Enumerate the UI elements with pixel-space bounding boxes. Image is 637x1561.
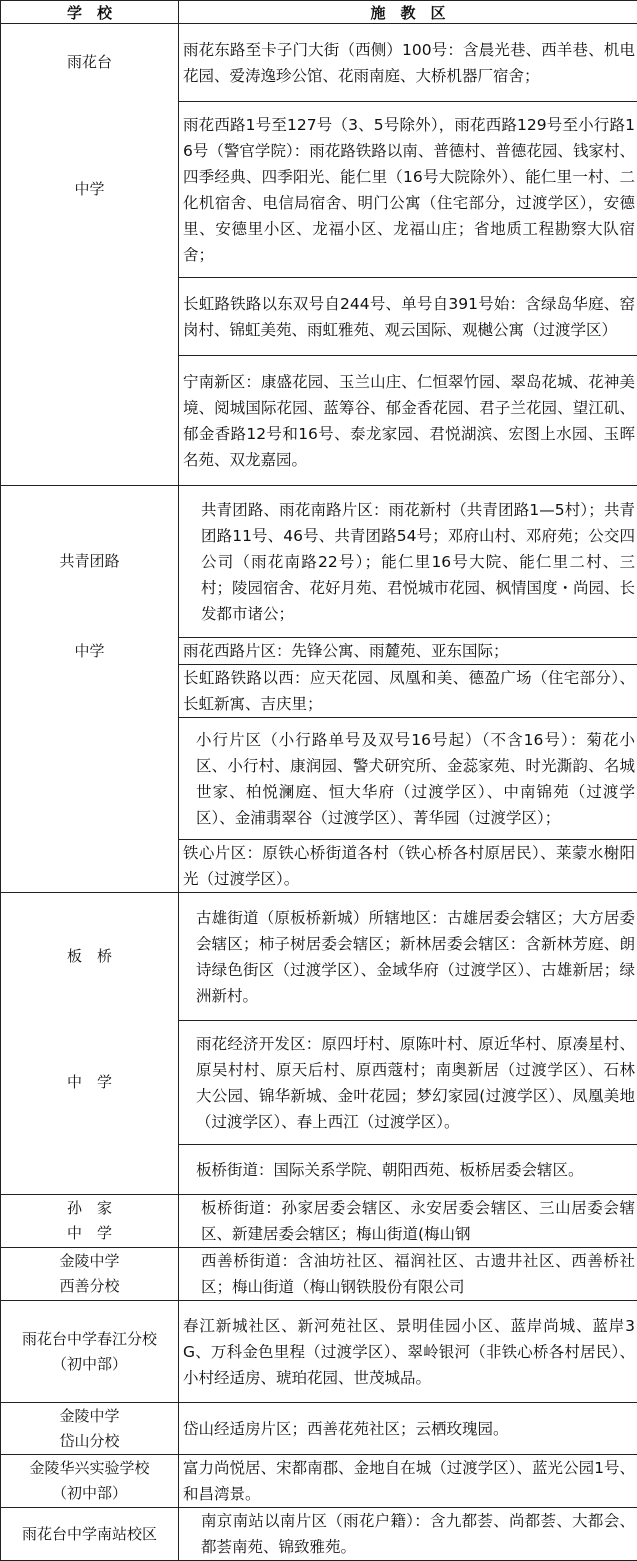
school-cell bbox=[1, 1455, 179, 1508]
school-cell: 雨花台中学南站校区 bbox=[1, 1508, 179, 1561]
header-school: 学 校 bbox=[1, 1, 179, 24]
district-cell bbox=[179, 1248, 637, 1301]
school-name-line: （初中部） bbox=[1, 1352, 178, 1377]
school-name-line: 雨花台中学春江分校 bbox=[1, 1327, 178, 1352]
school-name-line: 岱山分校 bbox=[1, 1429, 178, 1454]
table-row bbox=[1, 1145, 637, 1195]
table-row bbox=[1, 1301, 637, 1403]
school-name-line: 金陵中学 bbox=[1, 1404, 178, 1429]
district-cell: 共青团路、雨花南路片区：雨花新村（共青团路1—5村）；共青团路11号、46号、共青团路54号；邓府山村、邓府苑；公交四公司（雨花南路22号）；能仁里16号大院、能仁里二村、三村；陵园宿舍、花好月苑、君悦城市花园、枫情国度・尚园、长发都市诸公； bbox=[179, 486, 637, 638]
district-cell: 板桥街道：国际关系学院、朝阳西苑、板桥居委会辖区。 bbox=[179, 1145, 637, 1195]
district-cell: 富力尚悦居、宋都南郡、金地自在城（过渡学区）、蓝光公园1号、和昌湾景。 bbox=[179, 1455, 637, 1508]
table-row bbox=[1, 1195, 637, 1248]
school-cell bbox=[1, 1248, 179, 1301]
district-cell: 雨花西路片区：先锋公寓、雨麓苑、亚东国际； bbox=[179, 638, 637, 665]
table-row bbox=[1, 1455, 637, 1508]
district-cell: 春江新城社区、新河苑社区、景明佳园小区、蓝岸尚城、蓝岸3G、万科金色里程（过渡学区）、翠岭银河（非铁心桥各村居民）、小村经适房、琥珀花园、世茂城品。 bbox=[179, 1301, 637, 1403]
school-cell: 共青团路 bbox=[1, 486, 179, 638]
school-name-line: 西善分校 bbox=[1, 1274, 178, 1299]
district-cell: 古雄街道（原板桥新城）所辖地区：古雄居委会辖区；大方居委会辖区；柿子树居委会辖区；新林居委会辖区：含新林芳庭、朗诗绿色街区（过渡学区）、金域华府（过渡学区）、古雄新居；绿洲新村。 bbox=[179, 893, 637, 1021]
school-cell bbox=[1, 278, 179, 356]
table-row bbox=[1, 1403, 637, 1455]
school-name-line: 金陵中学 bbox=[1, 1249, 178, 1274]
district-text: 板桥街道：孙家居委会辖区、永安居委会辖区、三山居委会辖区、新建居委会辖区；梅山街道(梅山钢 bbox=[201, 1195, 635, 1247]
district-cell: 雨花经济开发区：原四圩村、原陈叶村、原近华村、原凑星村、原吴村村、原天后村、原西蔻村；南奥新居（过渡学区）、石林大公园、锦华新城、金叶花园；梦幻家园(过渡学区）、凤凰美地（过渡学区）、春上西江（过渡学区）。 bbox=[179, 1021, 637, 1145]
school-name-line: 孙 家 bbox=[1, 1196, 178, 1221]
header-district: 施 教 区 bbox=[179, 1, 637, 24]
table-row bbox=[1, 278, 637, 356]
school-cell bbox=[1, 665, 179, 718]
school-cell: 中学 bbox=[1, 102, 179, 278]
table-row bbox=[1, 718, 637, 840]
district-cell: 宁南新区：康盛花园、玉兰山庄、仁恒翠竹园、翠岛花城、花神美境、阅城国际花园、蓝筹谷、郁金香花园、君子兰花园、望江矶、郁金香路12号和16号、泰龙家园、君悦湖滨、宏图上水园、玉晖名苑、双龙嘉园。 bbox=[179, 356, 637, 486]
district-text: 西善桥街道：含油坊社区、福润社区、古遗井社区、西善桥社区；梅山街道（梅山钢铁股份有限公司 bbox=[201, 1248, 635, 1300]
school-cell bbox=[1, 1195, 179, 1248]
district-cell: 南京南站以南片区（雨花户籍）：含九都荟、尚都荟、大都会、都荟南苑、锦致雅苑。 bbox=[179, 1508, 637, 1561]
school-name-line: 中 学 bbox=[1, 1221, 178, 1246]
school-cell bbox=[1, 1403, 179, 1455]
district-cell: 长虹路铁路以东双号自244号、单号自391号始：含绿岛华庭、窑岗村、锦虹美苑、雨虹雅苑、观云国际、观樾公寓（过渡学区） bbox=[179, 278, 637, 356]
school-cell: 板 桥 bbox=[1, 893, 179, 1021]
table-row bbox=[1, 24, 637, 102]
district-cell: 长虹路铁路以西：应天花园、凤凰和美、德盈广场（住宅部分）、长虹新寓、吉庆里； bbox=[179, 665, 637, 718]
school-name-line: 金陵华兴实验学校 bbox=[1, 1456, 178, 1481]
school-cell: 中 学 bbox=[1, 1021, 179, 1145]
header-row bbox=[1, 1, 637, 24]
district-cell: 岱山经适房片区；西善花苑社区；云栖玫瑰园。 bbox=[179, 1403, 637, 1455]
table-row bbox=[1, 356, 637, 486]
table-row bbox=[1, 1508, 637, 1561]
table-row bbox=[1, 638, 637, 665]
district-cell: 雨花西路1号至127号（3、5号除外），雨花西路129号至小行路16号（警官学院）：雨花路铁路以南、普德村、普德花园、钱家村、四季经典、四季阳光、能仁里（16号大院除外）、能仁里一村、二化机宿舍、电信局宿舍、明门公寓（住宅部分，过渡学区），安德里、安德里小区、龙福小区、龙福山庄；省地质工程勘察大队宿舍； bbox=[179, 102, 637, 278]
school-cell: 雨花台 bbox=[1, 24, 179, 102]
table-row bbox=[1, 840, 637, 893]
school-cell bbox=[1, 1301, 179, 1403]
table-row bbox=[1, 102, 637, 278]
school-cell bbox=[1, 840, 179, 893]
school-cell bbox=[1, 718, 179, 840]
table-row bbox=[1, 486, 637, 638]
table-row bbox=[1, 893, 637, 1021]
district-cell bbox=[179, 1195, 637, 1248]
table-row bbox=[1, 1248, 637, 1301]
district-cell: 铁心片区：原铁心桥街道各村（铁心桥各村原居民）、莱蒙水榭阳光（过渡学区）。 bbox=[179, 840, 637, 893]
school-cell bbox=[1, 356, 179, 486]
school-name-line: （初中部） bbox=[1, 1481, 178, 1506]
district-cell: 小行片区（小行路单号及双号16号起）（不含16号）：菊花小区、小行村、康润园、警犬研究所、金蕊家苑、时光澌韵、名城世家、柏悦澜庭、恒大华府（过渡学区）、中南锦苑（过渡学区）、金浦翡翠谷（过渡学区）、菁华园（过渡学区）； bbox=[179, 718, 637, 840]
school-cell bbox=[1, 1145, 179, 1195]
table-row bbox=[1, 1021, 637, 1145]
table-row bbox=[1, 665, 637, 718]
district-cell: 雨花东路至卡子门大街（西侧）100号：含晨光巷、西羊巷、机电花园、爱涛逸珍公馆、花雨南庭、大桥机器厂宿舍； bbox=[179, 24, 637, 102]
school-cell: 中学 bbox=[1, 638, 179, 665]
